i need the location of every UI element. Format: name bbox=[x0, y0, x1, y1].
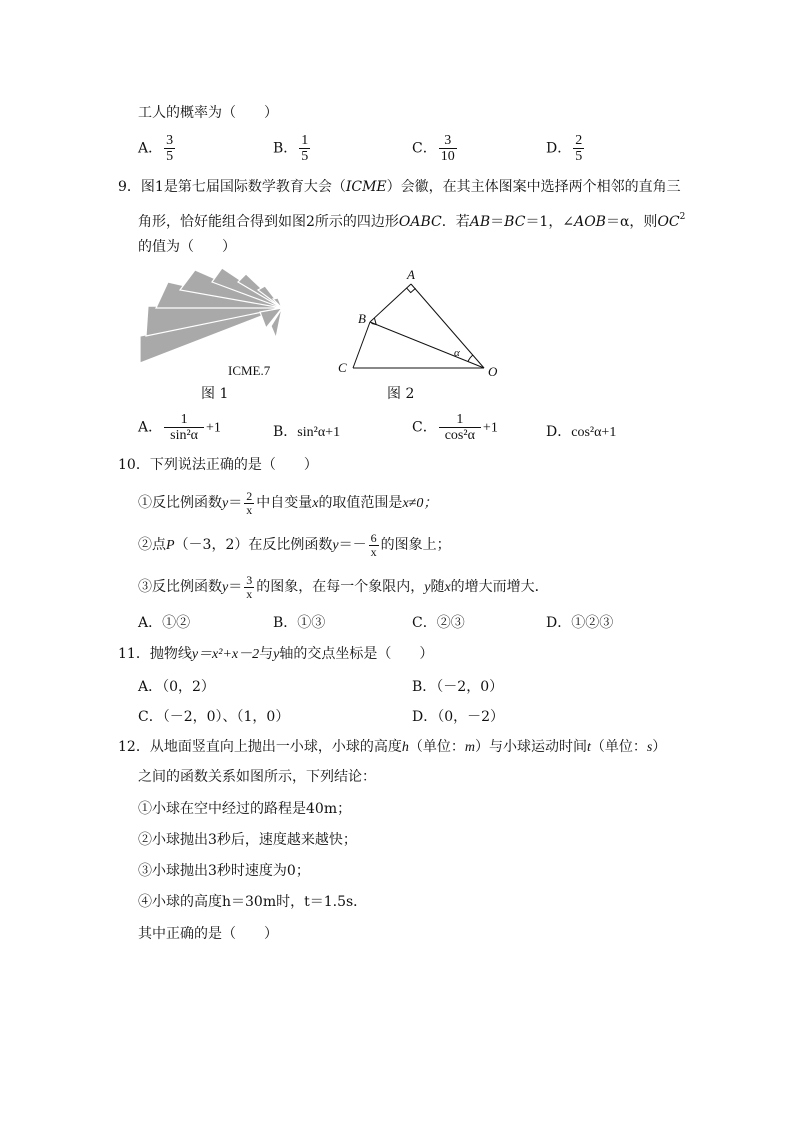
q11-option-d: D．（0，－2） bbox=[412, 709, 505, 725]
text: y bbox=[424, 580, 431, 595]
text: 的取值范围是 bbox=[318, 495, 403, 511]
q9-line-3: 的值为（ ） bbox=[138, 239, 236, 255]
denominator: cos²α bbox=[439, 427, 481, 443]
text: AB bbox=[469, 214, 491, 230]
text: 的图象，在每一个象限内， bbox=[256, 579, 425, 595]
point-c-label: C bbox=[338, 360, 347, 375]
q10-option-c: C．②③ bbox=[412, 615, 465, 631]
q11-option-a: A．（0，2） bbox=[138, 679, 215, 695]
text: ＝ bbox=[490, 214, 505, 230]
option-letter: A． bbox=[138, 140, 163, 157]
q9-option-d bbox=[546, 421, 616, 441]
question-number: 10． bbox=[118, 457, 150, 473]
point-a-label: A bbox=[407, 267, 415, 282]
q12-conclusion-2: ②小球抛出3秒后，速度越来越快； bbox=[138, 832, 357, 848]
numerator: 3 bbox=[166, 133, 174, 148]
angle-alpha-arc bbox=[468, 355, 473, 361]
numerator: 2 bbox=[246, 488, 253, 503]
text: 轴的交点坐标是（ ） bbox=[279, 646, 434, 662]
q12-line-1 bbox=[118, 738, 666, 757]
text: t bbox=[586, 740, 591, 755]
fraction bbox=[299, 133, 310, 164]
text: ＝α，则 bbox=[605, 214, 658, 230]
text: ICME bbox=[345, 179, 387, 195]
q10-statement-1 bbox=[138, 486, 437, 521]
text: ）会徽，在其主体图案中选择两个相邻的直角三 bbox=[386, 179, 681, 195]
fraction bbox=[164, 412, 204, 443]
option-letter: B． bbox=[273, 424, 298, 440]
text: s bbox=[646, 740, 653, 755]
q11-option-c: C．（－2，0）、（1，0） bbox=[138, 709, 290, 725]
text: 下列说法正确的是（ ） bbox=[149, 457, 318, 473]
q12-conclusion-4: ④小球的高度h＝30m时，t＝1.5s． bbox=[138, 894, 368, 910]
superscript: 2 bbox=[679, 212, 686, 222]
text: ③反比例函数 bbox=[138, 579, 222, 595]
segment-ba bbox=[370, 284, 411, 322]
q9-line-1 bbox=[118, 178, 681, 196]
text: （单位： bbox=[408, 739, 465, 755]
text: h bbox=[401, 740, 409, 755]
text: sin²α+1 bbox=[297, 425, 341, 440]
text: y bbox=[332, 538, 339, 553]
text: 中自变量 bbox=[256, 495, 313, 511]
equation: y＝x²+x－2 bbox=[191, 647, 260, 662]
q10-statement-2 bbox=[138, 528, 451, 563]
denominator: x bbox=[246, 586, 253, 601]
q9-line-2 bbox=[138, 208, 685, 231]
denominator: x bbox=[246, 502, 253, 517]
numerator: 3 bbox=[444, 133, 452, 148]
question-number: 9． bbox=[118, 179, 141, 195]
question-number: 12． bbox=[118, 739, 150, 755]
q12-line-2: 之间的函数关系如图所示，下列结论： bbox=[138, 769, 376, 785]
text: y bbox=[273, 647, 280, 662]
fraction bbox=[244, 490, 254, 517]
segment-ao bbox=[411, 284, 484, 368]
denominator: sin²α bbox=[164, 427, 204, 443]
icme-label: ICME.7 bbox=[228, 363, 271, 378]
text: ②点 bbox=[138, 537, 166, 553]
q12-ask: 其中正确的是（ ） bbox=[138, 926, 278, 942]
text: （－3，2）在反比例函数 bbox=[174, 537, 333, 553]
q8-option-c bbox=[412, 133, 459, 164]
denominator: 5 bbox=[166, 149, 174, 164]
option-letter: A． bbox=[138, 419, 163, 436]
text: 图1是第七届国际数学教育大会（ bbox=[140, 179, 346, 195]
q8-option-b bbox=[273, 133, 312, 164]
text: 的图象上； bbox=[380, 537, 451, 553]
text: 的增大而增大． bbox=[450, 579, 549, 595]
text: x≠0； bbox=[402, 496, 438, 511]
text: ） bbox=[652, 739, 667, 755]
text: AOB bbox=[574, 214, 606, 230]
text: +1 bbox=[206, 420, 221, 436]
q9-option-c bbox=[412, 412, 498, 443]
option-letter: D． bbox=[546, 424, 572, 440]
denominator: 5 bbox=[575, 149, 583, 164]
numerator: 6 bbox=[370, 530, 377, 545]
q12-conclusion-3: ③小球抛出3秒时速度为0； bbox=[138, 863, 310, 879]
q10-option-d: D．①②③ bbox=[546, 615, 614, 631]
text: OABC bbox=[398, 214, 442, 230]
denominator: x bbox=[370, 544, 377, 559]
q8-option-a bbox=[138, 133, 177, 164]
text: y bbox=[222, 580, 229, 595]
text: y bbox=[222, 496, 229, 511]
numerator: 3 bbox=[246, 572, 253, 587]
text: P bbox=[166, 538, 175, 553]
q10-statement-3 bbox=[138, 570, 549, 605]
text: 与 bbox=[259, 646, 274, 662]
denominator: 5 bbox=[301, 149, 309, 164]
denominator: 10 bbox=[440, 149, 455, 164]
q12-conclusion-1: ①小球在空中经过的路程是40m； bbox=[138, 801, 352, 817]
quadrilateral-figure bbox=[330, 262, 510, 382]
numerator: 1 bbox=[456, 412, 464, 427]
point-b-label: B bbox=[358, 311, 366, 326]
option-letter: C． bbox=[412, 140, 437, 157]
text: BC bbox=[504, 214, 526, 230]
emblem-triangles bbox=[140, 268, 282, 363]
text: ）与小球运动时间 bbox=[474, 739, 587, 755]
right-angle-mark-a bbox=[407, 288, 416, 293]
q9-option-a bbox=[138, 412, 221, 443]
q10-option-b: B．①③ bbox=[273, 615, 326, 631]
option-letter: D． bbox=[546, 140, 572, 157]
text: ＝1，∠ bbox=[525, 214, 575, 230]
numerator: 1 bbox=[180, 412, 188, 427]
text: 抛物线 bbox=[149, 646, 192, 662]
figure-1-caption: 图 1 bbox=[201, 386, 229, 402]
q10-option-a: A．①② bbox=[138, 615, 191, 631]
q10-stem bbox=[118, 456, 318, 474]
option-letter: B． bbox=[273, 140, 298, 157]
segment-cb bbox=[353, 322, 370, 368]
text: 角形，恰好能组合得到如图2所示的四边形 bbox=[138, 214, 399, 230]
text: x bbox=[444, 580, 451, 595]
text: ①反比例函数 bbox=[138, 495, 222, 511]
fraction bbox=[164, 133, 175, 164]
text: ＝－ bbox=[338, 537, 367, 553]
text: +1 bbox=[482, 420, 498, 436]
fraction bbox=[244, 574, 254, 601]
q8-option-d bbox=[546, 133, 586, 164]
text: ＝ bbox=[228, 579, 243, 595]
fraction bbox=[439, 412, 481, 443]
q11-stem bbox=[118, 645, 433, 664]
text: ．若 bbox=[441, 214, 470, 230]
text: OC bbox=[657, 214, 680, 230]
segment-bo bbox=[370, 322, 484, 368]
point-o-label: O bbox=[488, 364, 498, 379]
fraction bbox=[439, 133, 457, 164]
q9-option-b bbox=[273, 421, 340, 441]
numerator: 2 bbox=[575, 133, 583, 148]
q8-stem-tail: 工人的概率为（ ） bbox=[138, 105, 278, 121]
text: cos²α+1 bbox=[571, 425, 617, 440]
angle-alpha-label: α bbox=[454, 347, 460, 359]
question-number: 11． bbox=[118, 646, 150, 662]
fraction bbox=[369, 532, 379, 559]
text: 从地面竖直向上抛出一小球，小球的高度 bbox=[149, 739, 402, 755]
text: x bbox=[312, 496, 319, 511]
text: m bbox=[464, 740, 475, 755]
text: （单位： bbox=[590, 739, 647, 755]
option-letter: C． bbox=[412, 419, 437, 436]
icme-emblem-figure bbox=[140, 268, 290, 368]
text: 随 bbox=[430, 579, 445, 595]
text: ＝ bbox=[228, 495, 243, 511]
fraction bbox=[573, 133, 584, 164]
numerator: 1 bbox=[301, 133, 309, 148]
q11-option-b: B．（－2，0） bbox=[412, 679, 504, 695]
figure-2-caption: 图 2 bbox=[387, 386, 415, 402]
